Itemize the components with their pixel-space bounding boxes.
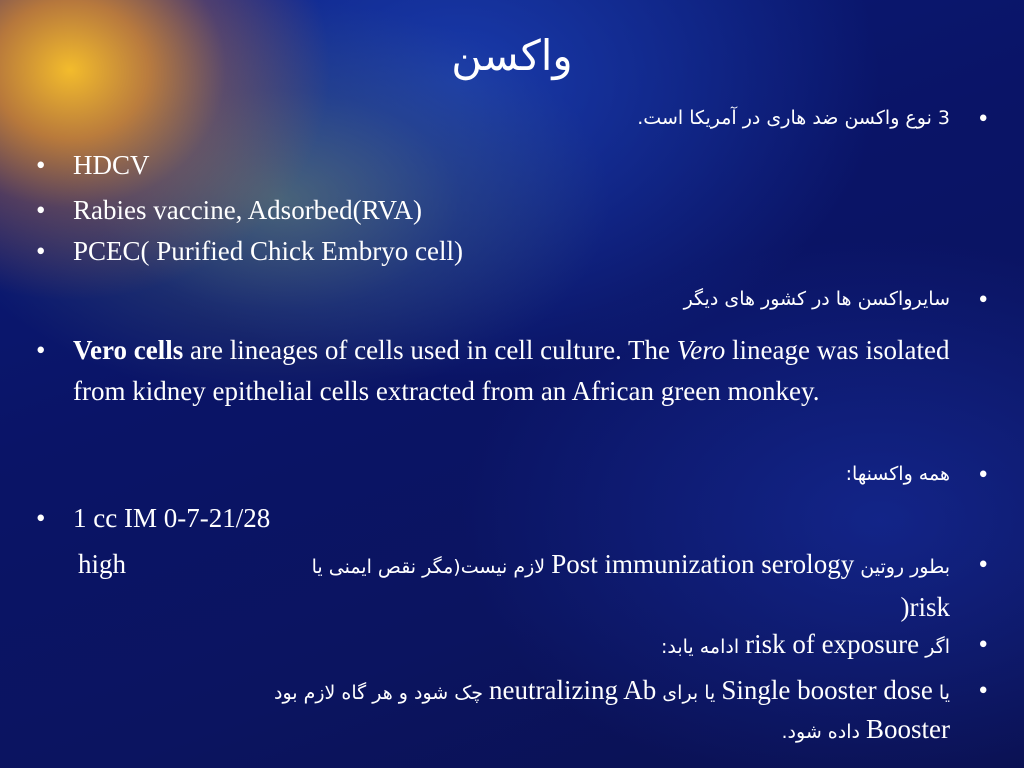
exposure-fa-1: اگر xyxy=(925,636,950,658)
bullet-icon: • xyxy=(36,150,46,180)
bullet-ltr-hdcv xyxy=(36,145,996,185)
bullet-icon: • xyxy=(36,195,46,225)
bullet-rtl-exposure xyxy=(660,626,988,665)
serology-high: high xyxy=(78,549,127,579)
bullet-text: Rabies vaccine, Adsorbed(RVA) xyxy=(73,195,423,225)
bullet-icon: • xyxy=(978,103,988,133)
bullet-icon: • xyxy=(36,503,46,533)
bullet-icon: • xyxy=(978,675,988,705)
bullet-ltr-rva xyxy=(36,190,996,230)
bullet-icon: • xyxy=(978,629,988,659)
vero-bold: Vero cells xyxy=(73,335,184,365)
vero-text-1: are lineages of cells used in cell culture. The xyxy=(183,335,677,365)
exposure-fa-2: ادامه یابد: xyxy=(660,636,740,658)
bullet-icon: • xyxy=(36,335,46,365)
serology-en-1: Post immunization serology xyxy=(551,549,855,579)
bullet-icon: • xyxy=(978,549,988,579)
bullet-icon: • xyxy=(36,236,46,266)
booster-en-3: Booster xyxy=(866,714,950,744)
vero-text-2: lineage was isolated from kidney epithelial cells extracted from an African green monkey. xyxy=(73,335,950,406)
booster-fa-3: چک شود و هر گاه لازم بود xyxy=(273,682,483,704)
bullet-text: سایرواکسن ها در کشور های دیگر xyxy=(683,288,950,310)
bullet-icon: • xyxy=(978,459,988,489)
bullet-text: 1 cc IM 0-7-21/28 xyxy=(73,503,271,533)
slide-title: واکسن xyxy=(451,31,573,80)
booster-en-1: Single booster dose xyxy=(721,675,933,705)
bullet-text: HDCV xyxy=(73,150,150,180)
bullet-icon: • xyxy=(978,284,988,314)
booster-fa-1: یا xyxy=(938,682,950,704)
bullet-ltr-dose xyxy=(36,498,996,538)
bullet-rtl-all-vaccines xyxy=(845,456,988,492)
serology-fa-2: لازم نیست(مگر نقص ایمنی یا xyxy=(311,556,546,578)
bullet-text: 3 نوع واکسن ضد هاری در آمریکا است. xyxy=(637,107,950,129)
bullet-ltr-vero xyxy=(36,330,996,412)
bullet-text: PCEC( Purified Chick Embryo cell) xyxy=(73,236,463,266)
booster-fa-4: داده شود. xyxy=(781,721,860,743)
vero-italic: Vero xyxy=(676,335,726,365)
bullet-rtl-booster xyxy=(90,672,988,750)
serology-fa-1: بطور روتین xyxy=(860,556,950,578)
bullet-rtl-1 xyxy=(637,100,988,136)
bullet-rtl-serology xyxy=(160,544,988,630)
bullet-rtl-other-countries xyxy=(683,281,988,317)
booster-en-2: neutralizing Ab xyxy=(489,675,657,705)
booster-fa-2: یا برای xyxy=(662,682,716,704)
bullet-ltr-pcec xyxy=(36,231,996,271)
serology-en-3: risk( xyxy=(900,592,950,622)
exposure-en-1: risk of exposure xyxy=(745,629,920,659)
bullet-text: همه واکسنها: xyxy=(845,463,950,485)
